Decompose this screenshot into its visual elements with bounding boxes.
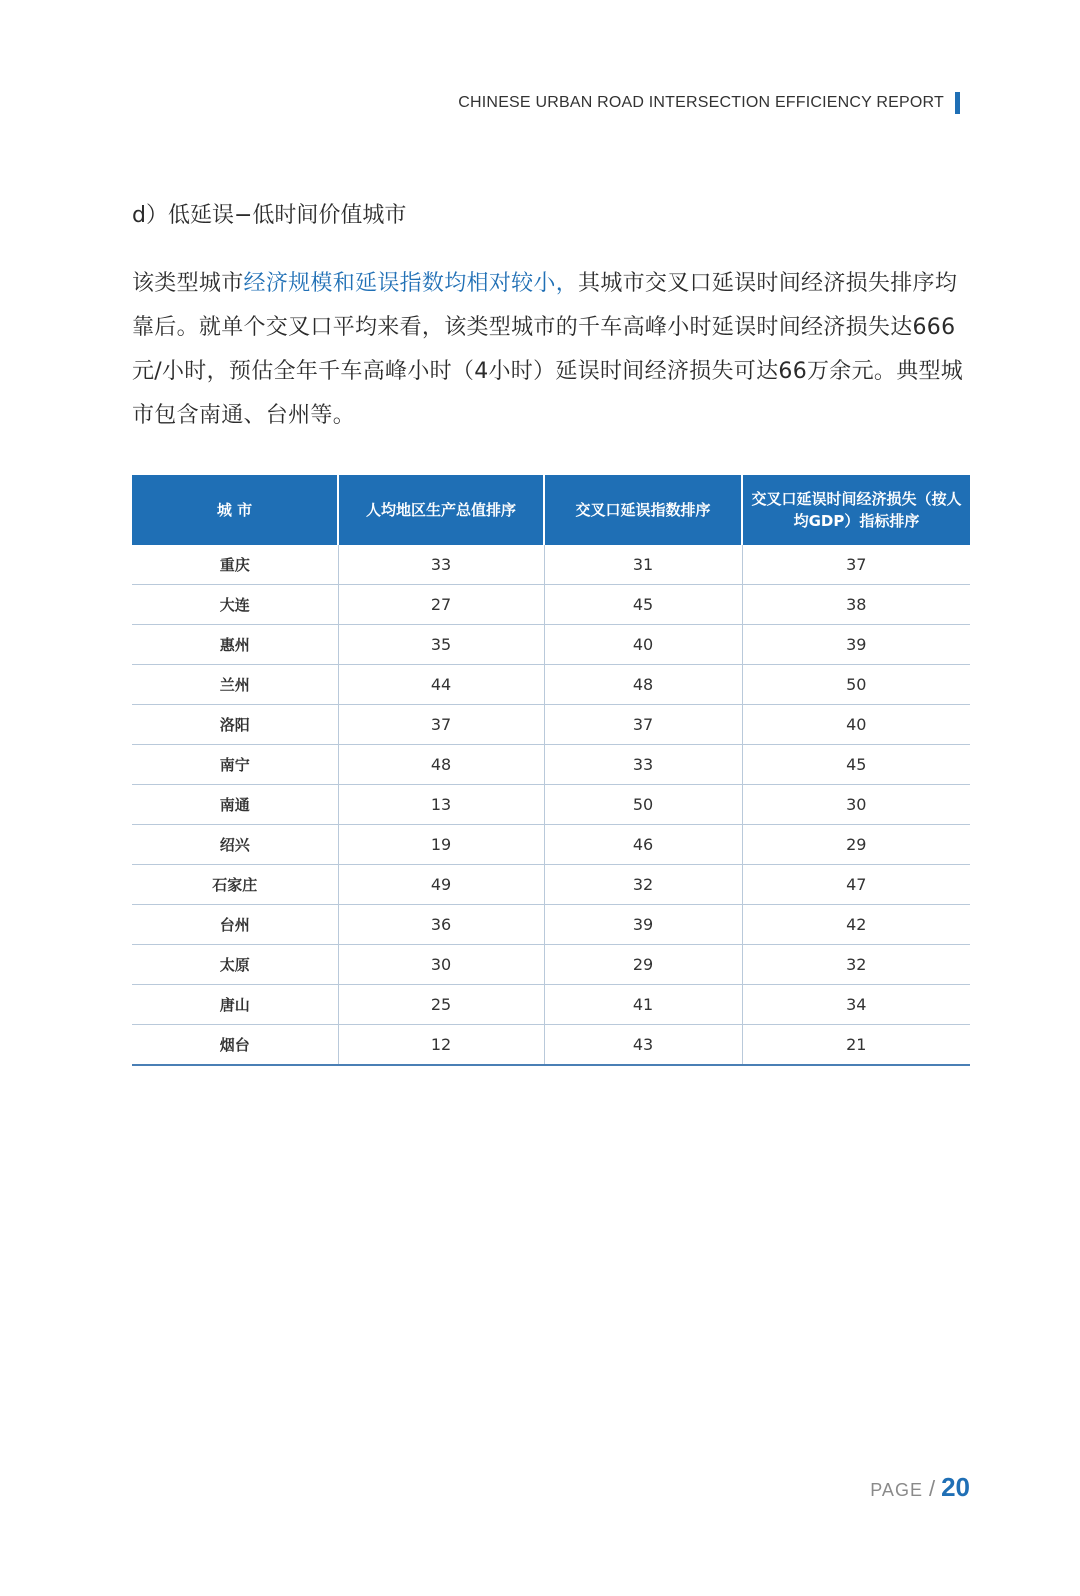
cell-city: 唐山 — [132, 985, 338, 1025]
header-city: 城 市 — [132, 475, 338, 545]
page-footer — [870, 1472, 970, 1503]
paragraph-highlight: 经济规模和延误指数均相对较小， — [243, 271, 579, 296]
header-economic-loss-rank: 交叉口延误时间经济损失（按人均GDP）指标排序 — [742, 475, 970, 545]
table-row — [132, 1025, 970, 1066]
section-title: d）低延误−低时间价值城市 — [132, 203, 407, 228]
table-row — [132, 625, 970, 665]
cell-economic-loss-rank: 50 — [742, 665, 970, 705]
header-delay-index-rank: 交叉口延误指数排序 — [544, 475, 742, 545]
table-row — [132, 825, 970, 865]
table-row — [132, 785, 970, 825]
cell-delay-index-rank: 31 — [544, 545, 742, 585]
body-paragraph — [132, 262, 972, 438]
table-row — [132, 705, 970, 745]
cell-gdp-rank: 19 — [338, 825, 544, 865]
cell-gdp-rank: 33 — [338, 545, 544, 585]
cell-delay-index-rank: 48 — [544, 665, 742, 705]
table-row — [132, 745, 970, 785]
cell-delay-index-rank: 37 — [544, 705, 742, 745]
cell-delay-index-rank: 40 — [544, 625, 742, 665]
cell-city: 兰州 — [132, 665, 338, 705]
cell-city: 南宁 — [132, 745, 338, 785]
cell-gdp-rank: 27 — [338, 585, 544, 625]
report-header-title: CHINESE URBAN ROAD INTERSECTION EFFICIENCY REPORT — [458, 94, 944, 111]
cell-delay-index-rank: 39 — [544, 905, 742, 945]
cell-city: 台州 — [132, 905, 338, 945]
cell-gdp-rank: 35 — [338, 625, 544, 665]
cell-delay-index-rank: 41 — [544, 985, 742, 1025]
cell-city: 南通 — [132, 785, 338, 825]
header-accent-bar — [955, 92, 960, 114]
cell-gdp-rank: 12 — [338, 1025, 544, 1066]
cell-economic-loss-rank: 30 — [742, 785, 970, 825]
table-row — [132, 945, 970, 985]
cell-city: 重庆 — [132, 545, 338, 585]
cell-city: 太原 — [132, 945, 338, 985]
cell-city: 石家庄 — [132, 865, 338, 905]
table-header-row — [132, 475, 970, 545]
cell-city: 洛阳 — [132, 705, 338, 745]
cell-economic-loss-rank: 47 — [742, 865, 970, 905]
city-ranking-table — [132, 475, 970, 1066]
cell-delay-index-rank: 33 — [544, 745, 742, 785]
cell-delay-index-rank: 32 — [544, 865, 742, 905]
cell-gdp-rank: 44 — [338, 665, 544, 705]
cell-gdp-rank: 37 — [338, 705, 544, 745]
cell-gdp-rank: 49 — [338, 865, 544, 905]
cell-economic-loss-rank: 42 — [742, 905, 970, 945]
cell-city: 绍兴 — [132, 825, 338, 865]
page-number: 20 — [941, 1472, 970, 1502]
cell-city: 惠州 — [132, 625, 338, 665]
header-gdp-rank: 人均地区生产总值排序 — [338, 475, 544, 545]
paragraph-text-2: 其城市交叉口延误时间经济损失排序均靠后。就单个交叉口平均来看，该类型城市的千车高峰小时延误时间经济损失达666元/小时，预估全年千车高峰小时（4小时）延误时间经济损失可达66万余元。典型城市包含南通、台州等。 — [132, 271, 964, 428]
cell-delay-index-rank: 45 — [544, 585, 742, 625]
cell-gdp-rank: 13 — [338, 785, 544, 825]
cell-economic-loss-rank: 38 — [742, 585, 970, 625]
table-row — [132, 905, 970, 945]
paragraph-text-1: 该类型城市 — [132, 271, 244, 296]
cell-economic-loss-rank: 21 — [742, 1025, 970, 1066]
table-row — [132, 665, 970, 705]
cell-gdp-rank: 36 — [338, 905, 544, 945]
cell-gdp-rank: 25 — [338, 985, 544, 1025]
table-row — [132, 545, 970, 585]
cell-economic-loss-rank: 29 — [742, 825, 970, 865]
cell-delay-index-rank: 50 — [544, 785, 742, 825]
cell-delay-index-rank: 43 — [544, 1025, 742, 1066]
cell-economic-loss-rank: 39 — [742, 625, 970, 665]
cell-city: 烟台 — [132, 1025, 338, 1066]
page-separator: / — [928, 1476, 936, 1501]
cell-economic-loss-rank: 34 — [742, 985, 970, 1025]
cell-gdp-rank: 30 — [338, 945, 544, 985]
cell-delay-index-rank: 29 — [544, 945, 742, 985]
cell-economic-loss-rank: 45 — [742, 745, 970, 785]
cell-delay-index-rank: 46 — [544, 825, 742, 865]
cell-economic-loss-rank: 32 — [742, 945, 970, 985]
cell-gdp-rank: 48 — [338, 745, 544, 785]
cell-city: 大连 — [132, 585, 338, 625]
page-label: PAGE — [870, 1480, 923, 1500]
table-row — [132, 585, 970, 625]
table-row — [132, 865, 970, 905]
table-row — [132, 985, 970, 1025]
cell-economic-loss-rank: 37 — [742, 545, 970, 585]
cell-economic-loss-rank: 40 — [742, 705, 970, 745]
